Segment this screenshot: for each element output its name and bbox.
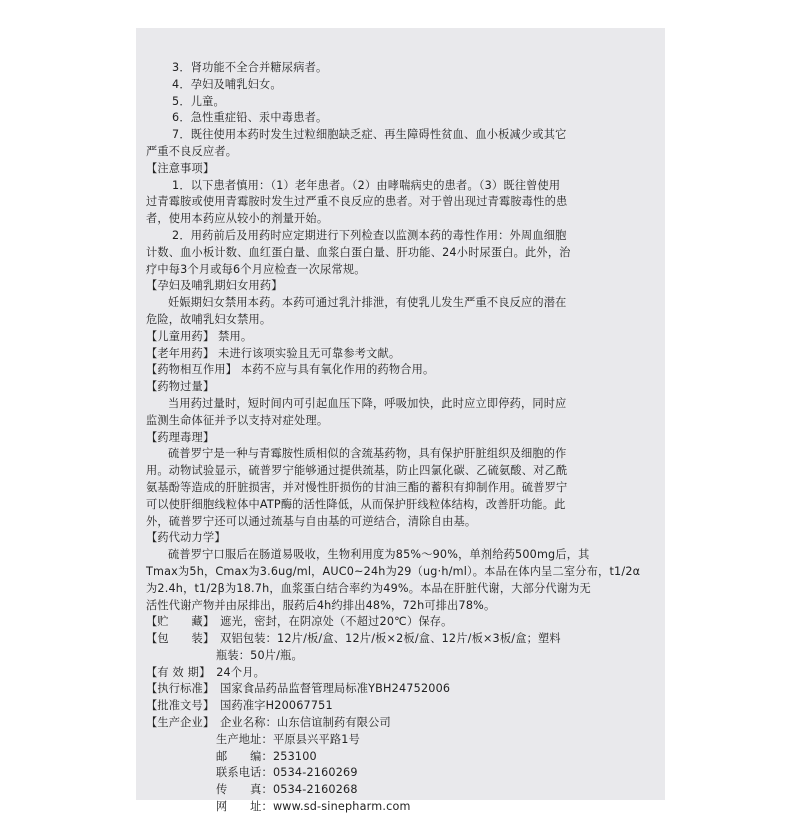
section-line: 【注意事项】 [146, 161, 215, 175]
text-line: 者，使用本药应从较小的剂量开始。 [146, 212, 329, 226]
section-line: 【老年用药】 未进行该项实验且无可靠参考文献。 [146, 346, 401, 360]
text-line: 过青霉胺或使用青霉胺时发生过严重不良反应的患者。对于曾出现过青霉胺毒性的患 [146, 195, 568, 209]
text-line: 外，硫普罗宁还可以通过巯基与自由基的可逆结合，清除自由基。 [146, 514, 477, 528]
text-line: 网 址：www.sd-sinepharm.com [216, 800, 411, 814]
section-line: 【药理毒理】 [146, 430, 215, 444]
section-line: 【贮 藏】 遮光，密封，在阴凉处（不超过20℃）保存。 [146, 615, 453, 629]
text-line: 联系电话：0534-2160269 [216, 766, 358, 780]
text-line: 硫普罗宁口服后在肠道易吸收，生物利用度为85%～90%，单剂给药500mg后，其 [168, 548, 590, 562]
text-line: 2．用药前后及用药时应定期进行下列检查以监测本药的毒性作用：外周血细胞 [172, 228, 567, 242]
text-line: 可以使肝细胞线粒体中ATP酶的活性降低，从而保护肝线粒体结构，改善肝功能。此 [146, 497, 566, 511]
text-line: 监测生命体征并予以支持对症处理。 [146, 413, 329, 427]
section-line: 【药物过量】 [146, 380, 215, 394]
text-line: 瓶装：50片/瓶。 [216, 648, 303, 662]
text-line: 传 真：0534-2160268 [216, 783, 358, 797]
text-line: 危险，故哺乳妇女禁用。 [146, 312, 272, 326]
leaflet-page [136, 28, 665, 814]
text-line: 生产地址：平原县兴平路1号 [216, 732, 360, 746]
text-line: Tmax为5h，Cmax为3.6ug/ml，AUC0~24h为29（ug·h/ml）。本品在体内呈二室分布，t1/2α [146, 564, 641, 578]
text-line: 当用药过量时，短时间内可引起血压下降，呼吸加快，此时应立即停药，同时应 [168, 396, 567, 410]
section-line: 【药物相互作用】 本药不应与具有氧化作用的药物合用。 [146, 363, 435, 377]
text-line: 活性代谢产物并由尿排出，服药后4h约排出48%，72h可排出78%。 [146, 598, 496, 612]
section-line: 【孕妇及哺乳期妇女用药】 [146, 279, 283, 293]
leaflet-text [146, 60, 655, 816]
section-line: 【药代动力学】 [146, 531, 226, 545]
text-line: 氨基酚等造成的肝脏损害，并对慢性肝损伤的甘油三酯的蓄积有抑制作用。硫普罗宁 [146, 480, 568, 494]
text-line: 硫普罗宁是一种与青霉胺性质相似的含巯基药物，具有保护肝脏组织及细胞的作 [168, 447, 567, 461]
text-line: 4．孕妇及哺乳妇女。 [172, 77, 282, 91]
text-line: 6．急性重症铅、汞中毒患者。 [172, 111, 328, 125]
text-line: 妊娠期妇女禁用本药。本药可通过乳汁排泄，有使乳儿发生严重不良反应的潜在 [168, 296, 567, 310]
text-line: 5．儿童。 [172, 94, 225, 108]
text-line: 邮 编：253100 [216, 749, 317, 763]
section-line: 【生产企业】 企业名称：山东信谊制药有限公司 [146, 716, 391, 730]
section-line: 【包 装】 双铝包装：12片/板/盒、12片/板×2板/盒、12片/板×3板/盒；塑料 [146, 632, 561, 646]
section-line: 【有 效 期】 24个月。 [146, 665, 266, 679]
section-line: 【批准文号】 国药准字H20067751 [146, 699, 333, 713]
text-line: 为2.4h，t1/2β为18.7h，血浆蛋白结合率约为49%。本品在肝脏代谢，大部分代谢为无 [146, 581, 591, 595]
text-line: 3．肾功能不全合并糖尿病者。 [172, 61, 328, 74]
section-line: 【儿童用药】 禁用。 [146, 329, 253, 343]
text-line: 1．以下患者慎用：（1）老年患者。（2）由哮喘病史的患者。（3）既往曾使用 [172, 178, 561, 192]
text-line: 疗中每3个月或每6个月应检查一次尿常规。 [146, 262, 366, 276]
section-line: 【执行标准】 国家食品药品监督管理局标准YBH24752006 [146, 682, 451, 696]
text-line: 严重不良反应者。 [146, 144, 238, 158]
text-line: 用。动物试验显示，硫普罗宁能够通过提供巯基，防止四氯化碳、乙硫氨酸、对乙酰 [146, 464, 568, 478]
text-line: 7．既往使用本药时发生过粒细胞缺乏症、再生障碍性贫血、血小板减少或其它 [172, 128, 567, 142]
text-line: 计数、血小板计数、血红蛋白量、血浆白蛋白量、肝功能、24小时尿蛋白。此外，治 [146, 245, 571, 259]
